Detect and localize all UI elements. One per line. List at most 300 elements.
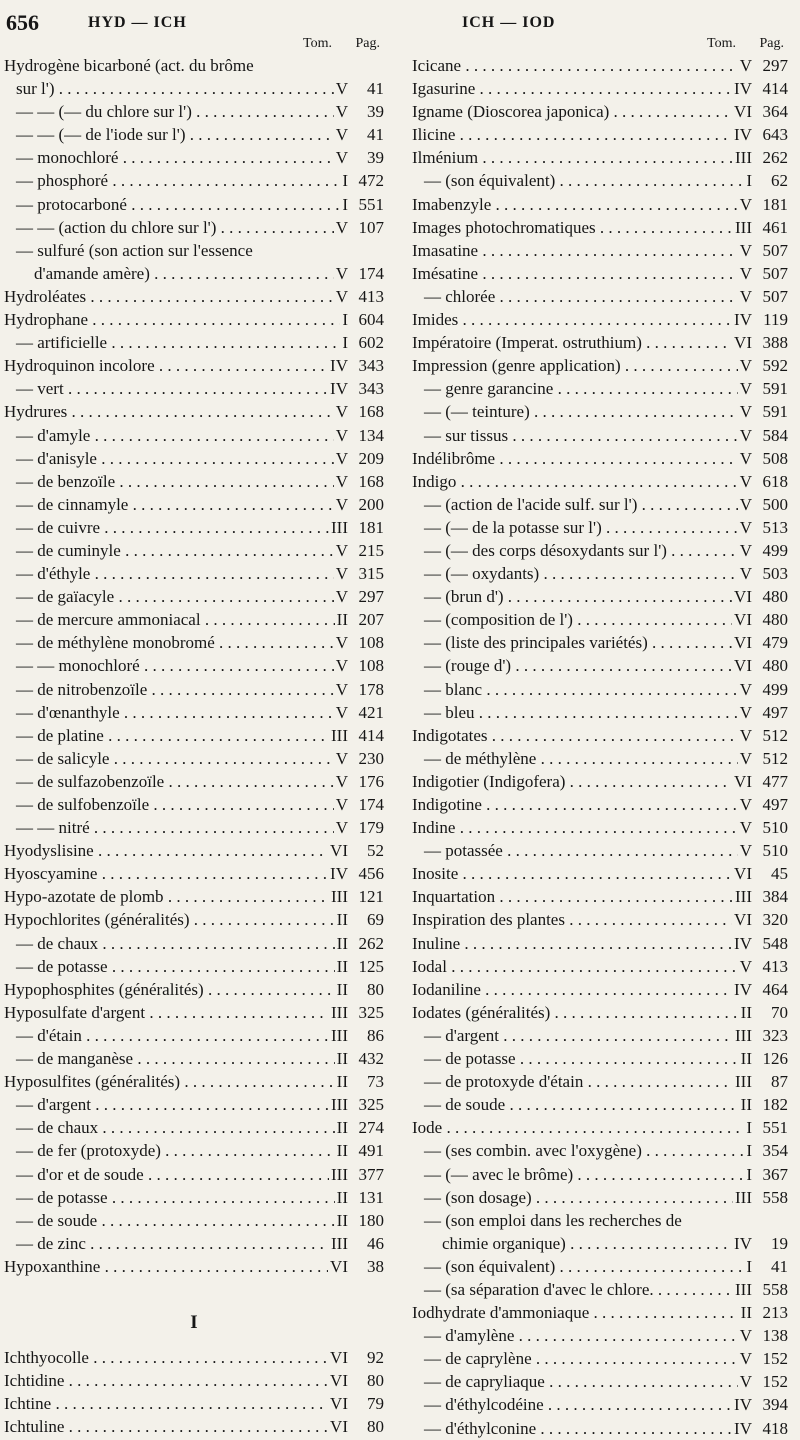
entry-volume: V bbox=[739, 795, 752, 814]
running-head-right: ICH — IOD bbox=[462, 14, 556, 31]
index-entry bbox=[4, 424, 384, 447]
index-entry bbox=[412, 562, 788, 585]
index-entry bbox=[412, 1301, 788, 1324]
entry-term: — (brun d') . . . bbox=[412, 585, 732, 608]
entry-page: 548 bbox=[762, 933, 788, 953]
entry-term: — de cinnamyle . . . bbox=[4, 493, 334, 516]
index-entry bbox=[412, 123, 788, 146]
entry-term: — vert . . . bbox=[4, 377, 328, 400]
entry-volume: V bbox=[739, 194, 752, 214]
entry-page: 602 bbox=[358, 333, 384, 353]
entry-term: — d'anisyle . . . bbox=[4, 447, 334, 470]
entry-page: 512 bbox=[762, 725, 788, 745]
index-entry bbox=[412, 447, 788, 470]
entry-term: Imides . . . bbox=[412, 308, 732, 331]
entry-term: — d'éthyle . . . bbox=[4, 562, 334, 585]
entry-page: 343 bbox=[358, 356, 384, 376]
index-entry bbox=[4, 1369, 384, 1392]
entry-volume: II bbox=[336, 979, 348, 999]
entry-volume: IV bbox=[330, 379, 348, 399]
entry-term: — d'éthylcodéine . . . bbox=[412, 1393, 732, 1416]
entry-term: d'amande amère) . . . bbox=[4, 262, 334, 285]
index-entry bbox=[412, 1093, 788, 1116]
entry-term: — (composition de l') . . . bbox=[412, 608, 732, 631]
entry-volume: VI bbox=[734, 910, 752, 930]
index-entry bbox=[412, 724, 788, 747]
index-entry bbox=[4, 839, 384, 862]
entry-volume: V bbox=[335, 748, 348, 768]
entry-page: 472 bbox=[358, 171, 384, 191]
entry-term: Indigotates . . . bbox=[412, 724, 738, 747]
entry-page: 70 bbox=[771, 1002, 788, 1022]
entry-term: — (— avec le brôme) . . . bbox=[412, 1163, 744, 1186]
entry-term: — blanc . . . bbox=[412, 678, 738, 701]
entry-page: 207 bbox=[358, 610, 384, 630]
entry-volume: III bbox=[331, 1233, 348, 1253]
index-entry bbox=[412, 100, 788, 123]
entry-volume: V bbox=[739, 494, 752, 514]
entry-page: 119 bbox=[763, 310, 788, 330]
index-entry bbox=[412, 239, 788, 262]
entry-volume: III bbox=[331, 1002, 348, 1022]
entry-page: 499 bbox=[762, 679, 788, 699]
entry-term: Hyposulfate d'argent . . . bbox=[4, 1001, 329, 1024]
index-entry bbox=[4, 516, 384, 539]
entry-volume: VI bbox=[734, 333, 752, 353]
entry-page: 325 bbox=[358, 1095, 384, 1115]
entry-page: 182 bbox=[762, 1095, 788, 1115]
index-entry bbox=[4, 747, 384, 770]
entry-term: — d'amylène . . . bbox=[412, 1324, 738, 1347]
entry-term: — de sulfobenzoïle . . . bbox=[4, 793, 334, 816]
index-entry bbox=[4, 100, 384, 123]
entry-volume: V bbox=[739, 1372, 752, 1392]
entry-volume: III bbox=[331, 887, 348, 907]
entry-term: — de salicyle . . . bbox=[4, 747, 334, 770]
pag-label: Pag. bbox=[355, 36, 380, 51]
index-entry bbox=[4, 608, 384, 631]
entry-term: Igasurine . . . bbox=[412, 77, 732, 100]
entry-page: 480 bbox=[762, 587, 788, 607]
index-entry bbox=[4, 585, 384, 608]
entry-term: Imésatine . . . bbox=[412, 262, 738, 285]
entry-page: 80 bbox=[367, 1371, 384, 1391]
entry-volume: IV bbox=[734, 979, 752, 999]
entry-term: — (son équivalent) . . . bbox=[412, 169, 744, 192]
index-entry bbox=[412, 1278, 788, 1301]
column-header-right bbox=[412, 36, 788, 54]
entry-term: — bleu . . . bbox=[412, 701, 738, 724]
entry-term: — — monochloré . . . bbox=[4, 654, 334, 677]
entry-volume: V bbox=[335, 702, 348, 722]
entry-page: 108 bbox=[358, 633, 384, 653]
left-column bbox=[4, 36, 384, 1438]
index-entry bbox=[4, 724, 384, 747]
entry-term: Impératoire (Imperat. ostruthium) . . . bbox=[412, 331, 732, 354]
index-entry bbox=[4, 331, 384, 354]
entry-volume: V bbox=[739, 725, 752, 745]
entry-term: — de caprylène . . . bbox=[412, 1347, 738, 1370]
entry-term: Iodhydrate d'ammoniaque . . . bbox=[412, 1301, 739, 1324]
index-entry bbox=[4, 1116, 384, 1139]
entry-volume: V bbox=[335, 656, 348, 676]
index-entry bbox=[4, 908, 384, 931]
index-entry bbox=[4, 978, 384, 1001]
index-entry bbox=[412, 793, 788, 816]
index-entry bbox=[412, 747, 788, 770]
entry-page: 178 bbox=[358, 679, 384, 699]
entry-volume: V bbox=[335, 587, 348, 607]
entry-page: 180 bbox=[358, 1210, 384, 1230]
entry-term: Hypoxanthine . . . bbox=[4, 1255, 328, 1278]
entry-page: 413 bbox=[358, 286, 384, 306]
entry-volume: V bbox=[335, 402, 348, 422]
entry-page: 388 bbox=[762, 333, 788, 353]
entry-volume: V bbox=[739, 263, 752, 283]
entry-page: 168 bbox=[358, 471, 384, 491]
index-entry bbox=[412, 1001, 788, 1024]
entry-term: — de potasse . . . bbox=[4, 1186, 335, 1209]
entry-volume: V bbox=[739, 286, 752, 306]
entry-volume: V bbox=[335, 471, 348, 491]
entry-volume: III bbox=[735, 887, 752, 907]
index-entry bbox=[412, 193, 788, 216]
index-entry bbox=[412, 1232, 788, 1255]
entry-volume: V bbox=[739, 679, 752, 699]
entry-volume: VI bbox=[330, 1256, 348, 1276]
index-entry bbox=[412, 955, 788, 978]
entry-page: 591 bbox=[762, 402, 788, 422]
entry-term: Igname (Dioscorea japonica) . . . bbox=[412, 100, 732, 123]
entry-volume: II bbox=[336, 1210, 348, 1230]
entry-page: 274 bbox=[358, 1118, 384, 1138]
index-entry bbox=[412, 424, 788, 447]
entry-term: — (son emploi dans les recherches de bbox=[424, 1210, 682, 1230]
entry-term: — de cuminyle . . . bbox=[4, 539, 334, 562]
entry-term: — potassée . . . bbox=[412, 839, 738, 862]
entry-page: 80 bbox=[367, 1417, 384, 1437]
index-entry bbox=[4, 1186, 384, 1209]
entry-page: 558 bbox=[762, 1279, 788, 1299]
index-entry bbox=[412, 493, 788, 516]
entry-volume: III bbox=[331, 1095, 348, 1115]
index-entry bbox=[412, 54, 788, 77]
entry-page: 323 bbox=[762, 1025, 788, 1045]
entry-term: — genre garancine . . . bbox=[412, 377, 738, 400]
entry-term: — sur tissus . . . bbox=[412, 424, 738, 447]
index-entry bbox=[4, 1024, 384, 1047]
entry-term: Hydrogène bicarboné (act. du brôme bbox=[4, 56, 254, 75]
entry-page: 384 bbox=[762, 887, 788, 907]
entry-volume: V bbox=[335, 494, 348, 514]
index-entry bbox=[4, 193, 384, 216]
entry-volume: VI bbox=[734, 771, 752, 791]
entry-volume: VI bbox=[330, 1347, 348, 1367]
entry-page: 80 bbox=[367, 979, 384, 999]
index-entry bbox=[4, 285, 384, 308]
entry-page: 46 bbox=[367, 1233, 384, 1253]
entry-volume: IV bbox=[734, 310, 752, 330]
entry-page: 508 bbox=[762, 448, 788, 468]
entry-term: — d'or et de soude . . . bbox=[4, 1163, 329, 1186]
entry-term: — (— de la potasse sur l') . . . bbox=[412, 516, 738, 539]
index-entry bbox=[4, 932, 384, 955]
entry-volume: VI bbox=[734, 610, 752, 630]
entry-page: 41 bbox=[367, 79, 384, 99]
entry-volume: IV bbox=[330, 864, 348, 884]
page-number: 656 bbox=[6, 10, 39, 35]
entry-volume: VI bbox=[734, 102, 752, 122]
entry-page: 134 bbox=[358, 425, 384, 445]
entry-volume: V bbox=[739, 471, 752, 491]
entry-term: — artificielle . . . bbox=[4, 331, 340, 354]
left-entries-after bbox=[4, 1346, 384, 1438]
entry-volume: VI bbox=[330, 841, 348, 861]
entry-volume: V bbox=[739, 517, 752, 537]
entry-term: Hyposulfites (généralités) . . . bbox=[4, 1070, 335, 1093]
index-entry bbox=[4, 262, 384, 285]
entry-volume: II bbox=[336, 1141, 348, 1161]
entry-page: 618 bbox=[762, 471, 788, 491]
entry-page: 604 bbox=[358, 310, 384, 330]
index-entry bbox=[412, 816, 788, 839]
entry-volume: IV bbox=[734, 79, 752, 99]
entry-term: — de zinc . . . bbox=[4, 1232, 329, 1255]
entry-term: — — (— de l'iode sur l') . . . bbox=[4, 123, 334, 146]
entry-page: 591 bbox=[762, 379, 788, 399]
entry-term: sur l') . . . bbox=[4, 77, 334, 100]
tom-label: Tom. bbox=[707, 36, 736, 51]
index-entry bbox=[412, 1186, 788, 1209]
index-entry bbox=[4, 216, 384, 239]
entry-page: 181 bbox=[762, 194, 788, 214]
entry-volume: V bbox=[739, 356, 752, 376]
right-entries bbox=[412, 54, 788, 1440]
entry-term: — de fer (protoxyde) . . . bbox=[4, 1139, 335, 1162]
index-entry bbox=[412, 308, 788, 331]
entry-term: — (son équivalent) . . . bbox=[412, 1255, 744, 1278]
index-entry bbox=[4, 400, 384, 423]
index-entry bbox=[4, 562, 384, 585]
entry-page: 394 bbox=[762, 1395, 788, 1415]
entry-volume: V bbox=[739, 1326, 752, 1346]
entry-page: 512 bbox=[762, 748, 788, 768]
entry-term: — (son dosage) . . . bbox=[412, 1186, 733, 1209]
entry-page: 19 bbox=[771, 1233, 788, 1253]
entry-page: 499 bbox=[762, 540, 788, 560]
entry-term: Hyodyslisine . . . bbox=[4, 839, 328, 862]
entry-page: 86 bbox=[367, 1025, 384, 1045]
entry-volume: IV bbox=[734, 1233, 752, 1253]
entry-page: 479 bbox=[762, 633, 788, 653]
entry-term: — — (action du chlore sur l') . . . bbox=[4, 216, 334, 239]
entry-page: 377 bbox=[358, 1164, 384, 1184]
entry-term: Icicane . . . bbox=[412, 54, 738, 77]
index-entry bbox=[412, 400, 788, 423]
entry-volume: IV bbox=[734, 933, 752, 953]
entry-page: 209 bbox=[358, 448, 384, 468]
entry-volume: VI bbox=[734, 587, 752, 607]
entry-volume: I bbox=[342, 310, 348, 330]
entry-page: 367 bbox=[762, 1164, 788, 1184]
entry-volume: V bbox=[739, 1349, 752, 1369]
entry-volume: I bbox=[746, 1256, 752, 1276]
entry-volume: I bbox=[342, 171, 348, 191]
entry-volume: VI bbox=[734, 656, 752, 676]
entry-page: 215 bbox=[358, 540, 384, 560]
entry-term: Imasatine . . . bbox=[412, 239, 738, 262]
index-entry bbox=[412, 978, 788, 1001]
entry-term: Hypophosphites (généralités) . . . bbox=[4, 978, 335, 1001]
entry-page: 174 bbox=[358, 263, 384, 283]
entry-term: Hydrures . . . bbox=[4, 400, 334, 423]
entry-term: — (action de l'acide sulf. sur l') . . . bbox=[412, 493, 738, 516]
entry-term: — d'œnanthyle . . . bbox=[4, 701, 334, 724]
entry-volume: V bbox=[739, 540, 752, 560]
entry-term: — de chaux . . . bbox=[4, 932, 335, 955]
entry-page: 262 bbox=[358, 933, 384, 953]
index-entry bbox=[412, 1116, 788, 1139]
entry-volume: V bbox=[335, 448, 348, 468]
entry-volume: V bbox=[739, 379, 752, 399]
index-entry bbox=[412, 1047, 788, 1070]
entry-volume: V bbox=[335, 263, 348, 283]
entry-page: 315 bbox=[358, 564, 384, 584]
index-entry bbox=[412, 885, 788, 908]
index-entry bbox=[412, 539, 788, 562]
index-entry bbox=[4, 816, 384, 839]
entry-page: 558 bbox=[762, 1187, 788, 1207]
entry-volume: II bbox=[336, 1118, 348, 1138]
pag-label: Pag. bbox=[759, 36, 784, 51]
entry-volume: V bbox=[739, 702, 752, 722]
index-entry bbox=[4, 1001, 384, 1024]
entry-page: 643 bbox=[762, 125, 788, 145]
index-entry bbox=[412, 1347, 788, 1370]
index-entry bbox=[412, 77, 788, 100]
entry-page: 179 bbox=[358, 818, 384, 838]
entry-term: Inuline . . . bbox=[412, 932, 732, 955]
index-entry bbox=[4, 308, 384, 331]
entry-page: 62 bbox=[771, 171, 788, 191]
index-entry bbox=[4, 77, 384, 100]
index-entry bbox=[4, 770, 384, 793]
entry-page: 364 bbox=[762, 102, 788, 122]
entry-term: Ilménium . . . bbox=[412, 146, 733, 169]
entry-page: 69 bbox=[367, 910, 384, 930]
entry-term: — de protoxyde d'étain . . . bbox=[412, 1070, 733, 1093]
index-entry bbox=[4, 447, 384, 470]
entry-volume: III bbox=[735, 1279, 752, 1299]
entry-term: — de gaïacyle . . . bbox=[4, 585, 334, 608]
entry-term: Inspiration des plantes . . . bbox=[412, 908, 732, 931]
index-entry bbox=[4, 470, 384, 493]
entry-page: 87 bbox=[771, 1072, 788, 1092]
entry-volume: III bbox=[331, 1025, 348, 1045]
index-entry bbox=[4, 1163, 384, 1186]
entry-term: — monochloré . . . bbox=[4, 146, 334, 169]
index-entry bbox=[4, 377, 384, 400]
entry-volume: IV bbox=[734, 125, 752, 145]
index-entry bbox=[412, 1255, 788, 1278]
entry-term: Ichtidine . . . bbox=[4, 1369, 328, 1392]
entry-term: — (— teinture) . . . bbox=[412, 400, 738, 423]
index-entry bbox=[4, 1070, 384, 1093]
index-entry bbox=[412, 1024, 788, 1047]
entry-term: Iodal . . . bbox=[412, 955, 738, 978]
index-entry bbox=[412, 701, 788, 724]
entry-volume: II bbox=[740, 1095, 752, 1115]
entry-page: 480 bbox=[762, 610, 788, 630]
entry-term: Ilicine . . . bbox=[412, 123, 732, 146]
index-entry bbox=[412, 585, 788, 608]
entry-term: Iodates (généralités) . . . bbox=[412, 1001, 739, 1024]
index-entry bbox=[412, 862, 788, 885]
entry-volume: IV bbox=[330, 356, 348, 376]
index-entry bbox=[412, 1370, 788, 1393]
entry-volume: II bbox=[740, 1002, 752, 1022]
entry-term: Indigo . . . bbox=[412, 470, 738, 493]
entry-page: 138 bbox=[762, 1326, 788, 1346]
index-entry bbox=[4, 955, 384, 978]
entry-term: Inquartation . . . bbox=[412, 885, 733, 908]
entry-page: 121 bbox=[358, 887, 384, 907]
index-entry bbox=[412, 678, 788, 701]
index-entry bbox=[412, 839, 788, 862]
index-entry bbox=[4, 1346, 384, 1369]
entry-volume: V bbox=[335, 795, 348, 814]
entry-volume: VI bbox=[330, 1417, 348, 1437]
entry-volume: V bbox=[335, 771, 348, 791]
entry-page: 297 bbox=[358, 587, 384, 607]
index-entry bbox=[4, 54, 384, 77]
entry-term: Ichtine . . . bbox=[4, 1392, 328, 1415]
entry-volume: V bbox=[739, 448, 752, 468]
entry-term: Hypo-azotate de plomb . . . bbox=[4, 885, 329, 908]
entry-page: 230 bbox=[358, 748, 384, 768]
index-entry bbox=[4, 1139, 384, 1162]
entry-term: Indélibrôme . . . bbox=[412, 447, 738, 470]
entry-page: 181 bbox=[358, 517, 384, 537]
entry-term: Ichthyocolle . . . bbox=[4, 1346, 328, 1369]
entry-page: 320 bbox=[762, 910, 788, 930]
entry-page: 414 bbox=[358, 725, 384, 745]
entry-volume: V bbox=[335, 79, 348, 99]
entry-volume: V bbox=[739, 841, 752, 861]
entry-term: Indigotine . . . bbox=[412, 793, 738, 816]
entry-page: 551 bbox=[358, 194, 384, 214]
entry-term: — (liste des principales variétés) . . . bbox=[412, 631, 732, 654]
entry-term: Iode . . . bbox=[412, 1116, 744, 1139]
index-entry bbox=[412, 608, 788, 631]
entry-term: — d'éthylconine . . . bbox=[412, 1417, 732, 1440]
entry-volume: III bbox=[735, 1187, 752, 1207]
entry-page: 551 bbox=[762, 1118, 788, 1138]
entry-volume: VI bbox=[330, 1394, 348, 1414]
entry-page: 500 bbox=[762, 494, 788, 514]
entry-volume: II bbox=[740, 1049, 752, 1069]
entry-page: 73 bbox=[367, 1072, 384, 1092]
index-entry bbox=[412, 1139, 788, 1162]
entry-page: 92 bbox=[367, 1347, 384, 1367]
index-entry bbox=[4, 239, 384, 262]
entry-term: — (sa séparation d'avec le chlore. . . . bbox=[412, 1278, 733, 1301]
entry-page: 477 bbox=[762, 771, 788, 791]
entry-volume: III bbox=[331, 517, 348, 537]
entry-volume: V bbox=[739, 748, 752, 768]
entry-term: — de mercure ammoniacal . . . bbox=[4, 608, 335, 631]
index-entry bbox=[4, 123, 384, 146]
